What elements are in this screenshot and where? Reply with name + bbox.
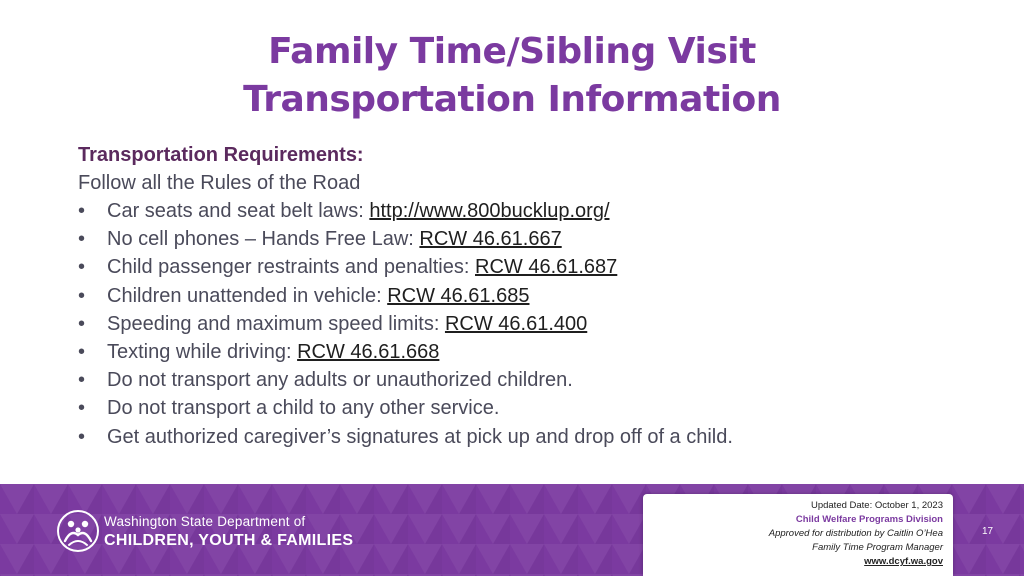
rcw-46-61-400-link[interactable]: RCW 46.61.400 xyxy=(444,312,588,335)
distribution-info-box xyxy=(643,494,953,576)
requirements-list xyxy=(78,197,978,451)
page-number: 17 xyxy=(982,526,994,537)
requirements-heading: Transportation Requirements: xyxy=(78,144,364,166)
title-line-2: Transportation Information xyxy=(243,79,781,120)
slide-title xyxy=(0,28,1024,124)
approved-by: Approved for distribution by Caitlin O’Hea xyxy=(768,528,943,539)
intro-text: Follow all the Rules of the Road xyxy=(78,172,361,194)
requirements-section xyxy=(78,141,978,451)
bucklup-link[interactable]: http://www.800bucklup.org/ xyxy=(369,200,610,222)
manager-title: Family Time Program Manager xyxy=(812,542,943,553)
list-item: • Get authorized caregiver’s signatures at pick up and drop off of a child. xyxy=(78,425,733,448)
family-figures-icon xyxy=(56,509,100,553)
list-item: • Speeding and maximum speed limits: RCW 46.61.400 xyxy=(78,312,588,335)
org-name-line-2: CHILDREN, YOUTH & FAMILIES xyxy=(104,532,354,549)
list-item: • Do not transport a child to any other service. xyxy=(78,397,500,420)
list-item: • Texting while driving: RCW 46.61.668 xyxy=(78,341,440,364)
org-name-line-1: Washington State Department of xyxy=(104,514,306,529)
rcw-46-61-668-link[interactable]: RCW 46.61.668 xyxy=(297,341,440,364)
rcw-46-61-685-link[interactable]: RCW 46.61.685 xyxy=(387,284,530,307)
list-item: • Child passenger restraints and penalties: RCW 46.61.687 xyxy=(78,256,618,279)
division-name: Child Welfare Programs Division xyxy=(795,514,943,525)
rcw-46-61-687-link[interactable]: RCW 46.61.687 xyxy=(475,256,618,279)
list-item: • Do not transport any adults or unauthorized children. xyxy=(78,369,573,392)
rcw-46-61-667-link[interactable]: RCW 46.61.667 xyxy=(419,228,562,251)
website-link[interactable]: www.dcyf.wa.gov xyxy=(864,556,943,567)
list-item: • No cell phones – Hands Free Law: RCW 46.61.667 xyxy=(78,228,562,251)
list-item: • Car seats and seat belt laws: http://www.800bucklup.org/ xyxy=(78,200,610,222)
title-line-1: Family Time/Sibling Visit xyxy=(268,31,756,72)
list-item: • Children unattended in vehicle: RCW 46.61.685 xyxy=(78,284,530,307)
updated-date: Updated Date: October 1, 2023 xyxy=(810,500,943,511)
